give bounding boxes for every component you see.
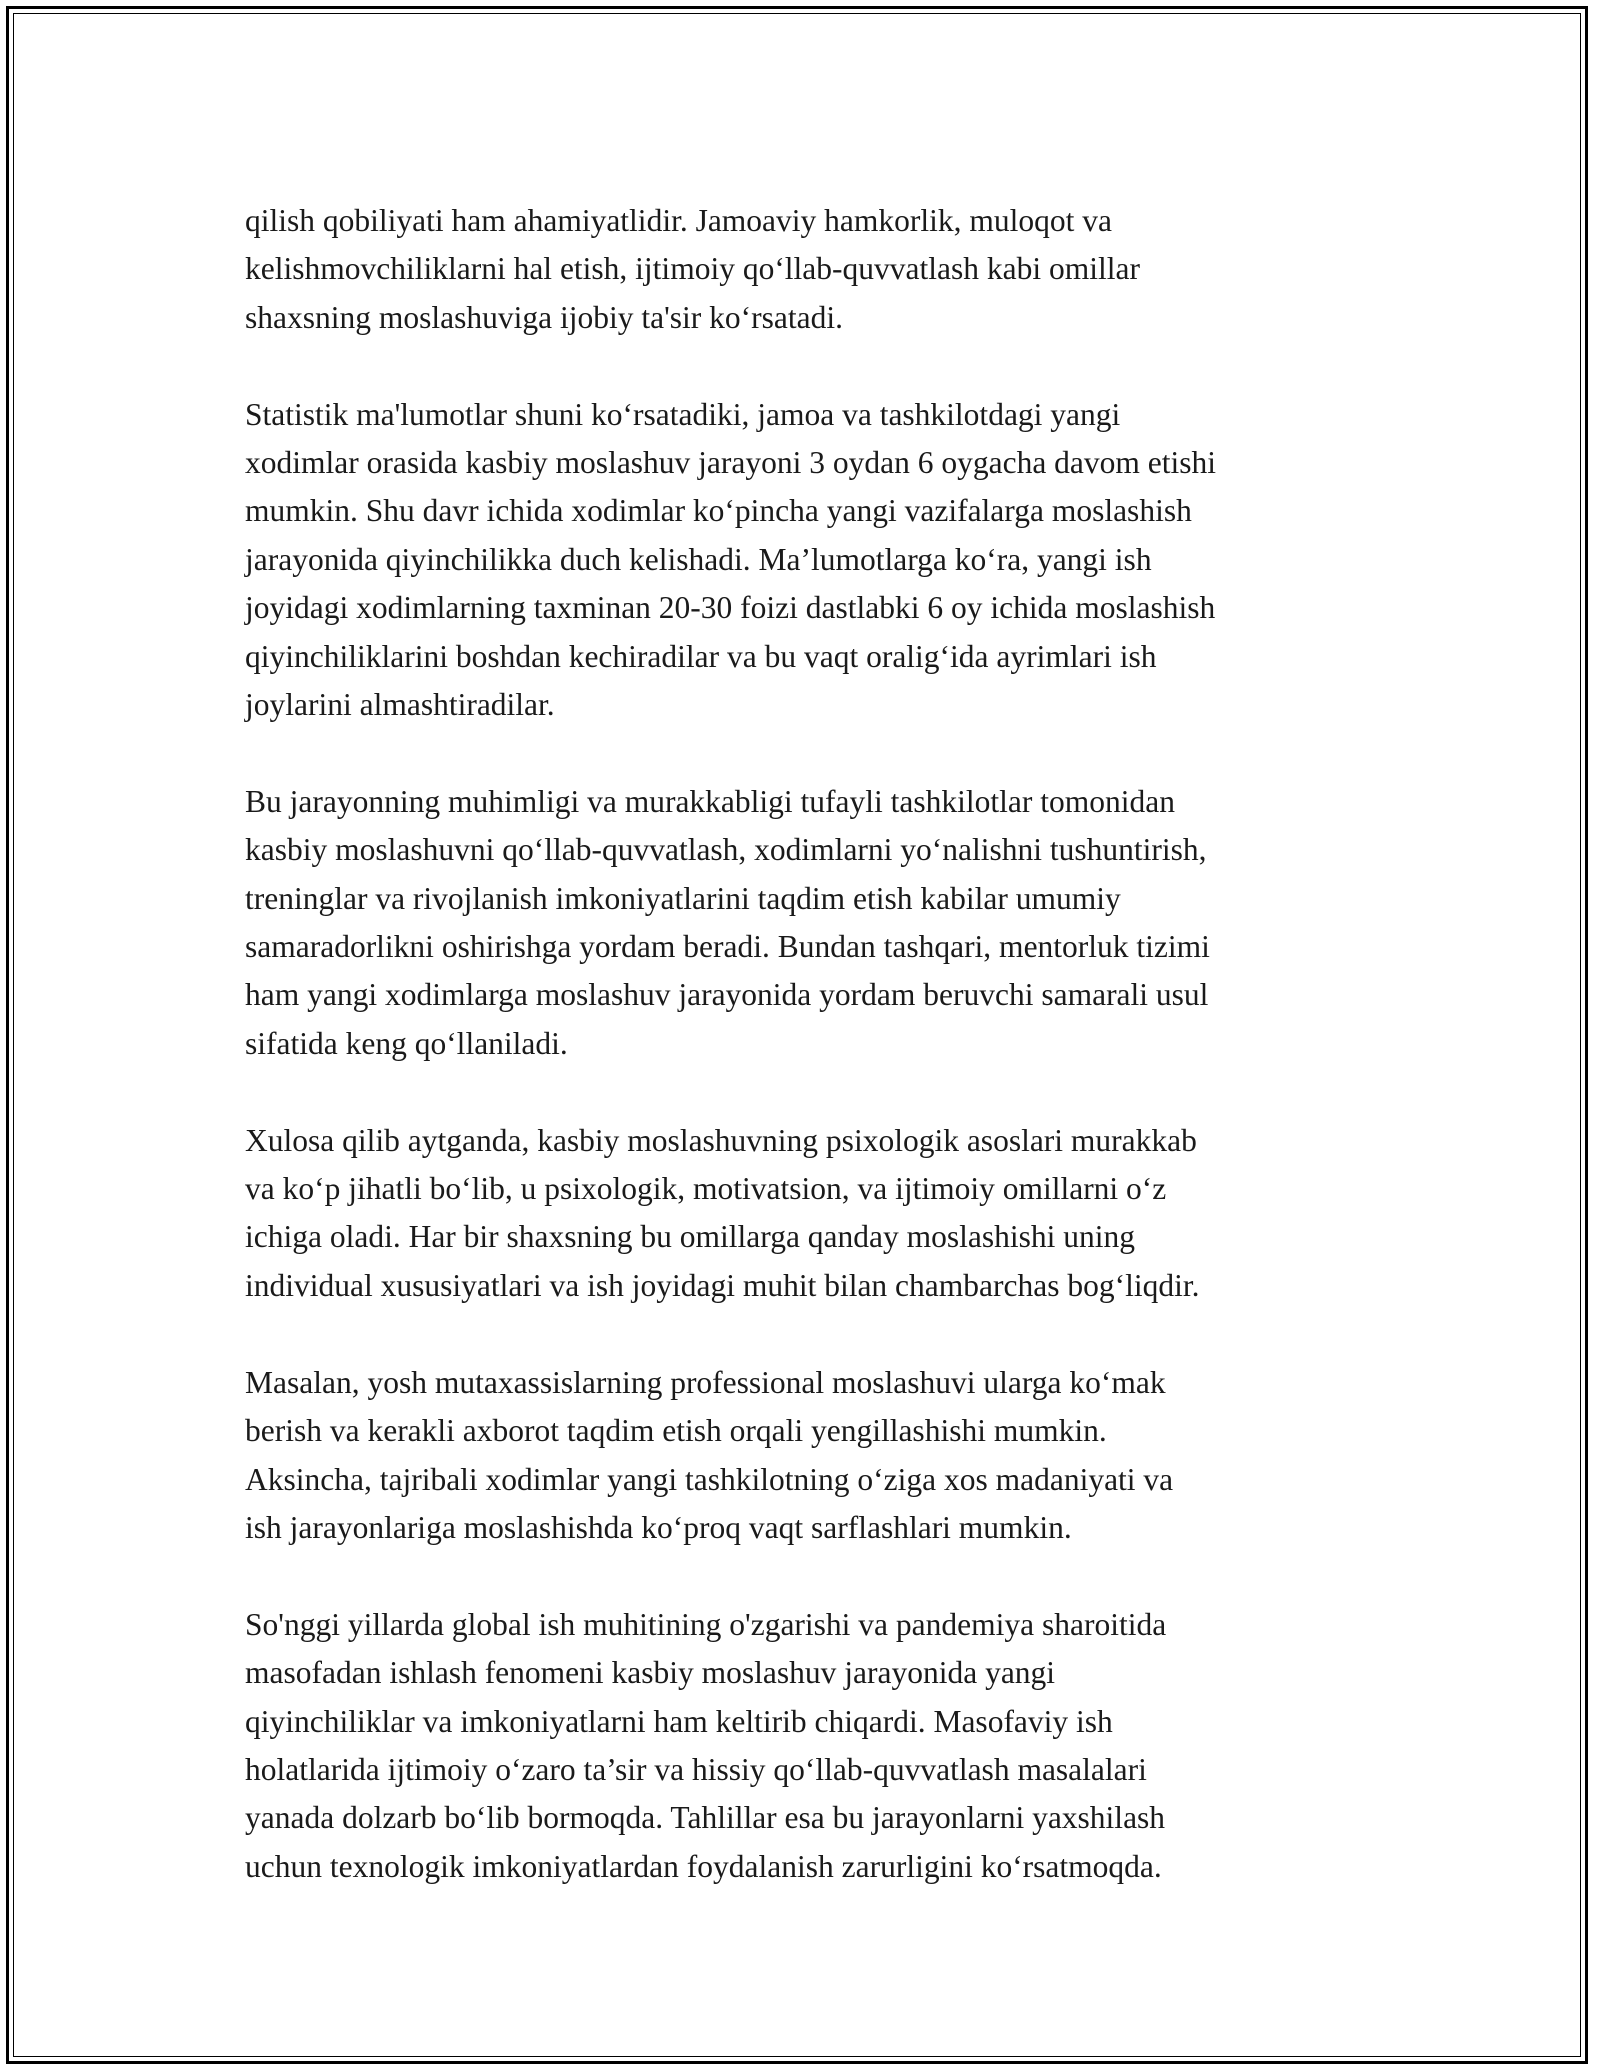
paragraph-2 [245, 391, 1385, 730]
text-line: shaxsning moslashuviga ijobiy ta'sir ko‘rsatadi. [245, 299, 843, 335]
text-line: jarayonida qiyinchilikka duch kelishadi. Ma’lumotlarga ko‘ra, yangi ish [245, 541, 1152, 577]
paragraph-6 [245, 1601, 1385, 1891]
text-line: kasbiy moslashuvni qo‘llab-quvvatlash, xodimlarni yo‘nalishni tushuntirish, [245, 832, 1207, 868]
text-line: qilish qobiliyati ham ahamiyatlidir. Jamoaviy hamkorlik, muloqot va [245, 203, 1113, 238]
text-line: kelishmovchiliklarni hal etish, ijtimoiy qo‘llab-quvvatlash kabi omillar [245, 251, 1140, 287]
text-line: berish va kerakli axborot taqdim etish orqali yengillashishi mumkin. [245, 1413, 1107, 1449]
paragraph-5 [245, 1359, 1385, 1553]
text-line: holatlarida ijtimoiy o‘zaro ta’sir va hissiy qo‘llab-quvvatlash masalalari [245, 1751, 1147, 1787]
text-line: Xulosa qilib aytganda, kasbiy moslashuvning psixologik asoslari murakkab [245, 1122, 1197, 1158]
text-line: Statistik ma'lumotlar shuni ko‘rsatadiki, jamoa va tashkilotdagi yangi [245, 396, 1121, 432]
text-line: sifatida keng qo‘llaniladi. [245, 1025, 568, 1061]
text-line: ish jarayonlariga moslashishda ko‘proq vaqt sarflashlari mumkin. [245, 1509, 1072, 1545]
text-line: Bu jarayonning muhimligi va murakkabligi tufayli tashkilotlar tomonidan [245, 783, 1175, 819]
text-line: So'nggi yillarda global ish muhitining o'zgarishi va pandemiya sharoitida [245, 1606, 1167, 1642]
text-line: samaradorlikni oshirishga yordam beradi. Bundan tashqari, mentorluk tizimi [245, 929, 1210, 965]
text-line: joyidagi xodimlarning taxminan 20-30 foizi dastlabki 6 oy ichida moslashish [245, 590, 1216, 626]
text-line: joylarini almashtiradilar. [245, 687, 555, 723]
page-frame [6, 6, 1588, 2064]
paragraph-3 [245, 778, 1385, 1068]
text-line: uchun texnologik imkoniyatlardan foydalanish zarurligini ko‘rsatmoqda. [245, 1848, 1162, 1884]
text-line: individual xususiyatlari va ish joyidagi muhit bilan chambarchas bog‘liqdir. [245, 1267, 1200, 1303]
paragraph-4 [245, 1117, 1385, 1311]
text-line: treninglar va rivojlanish imkoniyatlarini taqdim etish kabilar umumiy [245, 880, 1121, 916]
text-line: ichiga oladi. Har bir shaxsning bu omillarga qanday moslashishi uning [245, 1219, 1136, 1255]
paragraph-1 [245, 197, 1385, 342]
text-line: ham yangi xodimlarga moslashuv jarayonida yordam beruvchi samarali usul [245, 977, 1209, 1013]
text-line: masofadan ishlash fenomeni kasbiy moslashuv jarayonida yangi [245, 1655, 1056, 1691]
text-line: yanada dolzarb bo‘lib bormoqda. Tahlillar esa bu jarayonlarni yaxshilash [245, 1800, 1166, 1836]
text-line: qiyinchiliklar va imkoniyatlarni ham keltirib chiqardi. Masofaviy ish [245, 1703, 1113, 1739]
document-body [245, 197, 1385, 1891]
text-line: Masalan, yosh mutaxassislarning professional moslashuvi ularga ko‘mak [245, 1364, 1166, 1400]
text-line: Aksincha, tajribali xodimlar yangi tashkilotning o‘ziga xos madaniyati va [245, 1461, 1174, 1497]
text-line: mumkin. Shu davr ichida xodimlar ko‘pincha yangi vazifalarga moslashish [245, 493, 1192, 529]
text-line: qiyinchiliklarini boshdan kechiradilar va bu vaqt oralig‘ida ayrimlari ish [245, 638, 1157, 674]
text-line: xodimlar orasida kasbiy moslashuv jarayoni 3 oydan 6 oygacha davom etishi [245, 445, 1217, 481]
text-line: va ko‘p jihatli bo‘lib, u psixologik, motivatsion, va ijtimoiy omillarni o‘z [245, 1171, 1167, 1207]
